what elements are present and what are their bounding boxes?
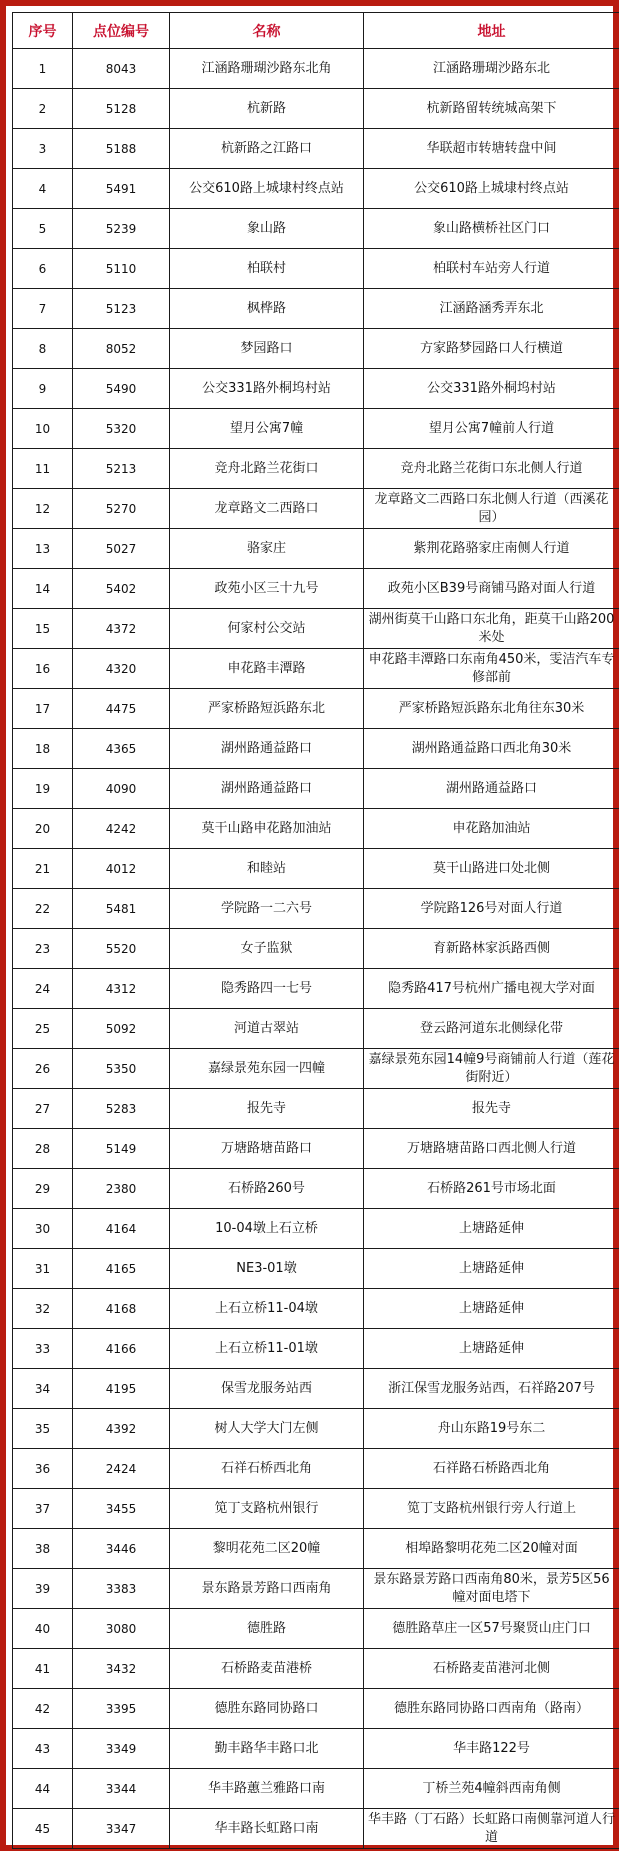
- row-index-cell: 4: [13, 169, 73, 209]
- address-cell: 报先寺: [364, 1089, 619, 1129]
- table-row: [13, 1769, 619, 1809]
- row-index-cell: 13: [13, 529, 73, 569]
- location-name-cell: 上石立桥11-01墩: [170, 1329, 364, 1369]
- location-name-cell: 杭新路之江路口: [170, 129, 364, 169]
- row-index-cell: 31: [13, 1249, 73, 1289]
- point-code-cell: 5239: [73, 209, 170, 249]
- location-name-cell: 柏联村: [170, 249, 364, 289]
- point-code-cell: 3383: [73, 1569, 170, 1609]
- row-index-cell: 17: [13, 689, 73, 729]
- table-row: [13, 649, 619, 689]
- point-code-cell: 3344: [73, 1769, 170, 1809]
- header-name: 名称: [170, 13, 364, 49]
- table-row: [13, 329, 619, 369]
- location-name-cell: 梦园路口: [170, 329, 364, 369]
- point-code-cell: 5283: [73, 1089, 170, 1129]
- table-row: [13, 1529, 619, 1569]
- row-index-cell: 28: [13, 1129, 73, 1169]
- address-cell: 上塘路延伸: [364, 1209, 619, 1249]
- table-row: [13, 1129, 619, 1169]
- address-cell: 景东路景芳路口西南角80米，景芳5区56幢对面电塔下: [364, 1569, 619, 1609]
- location-name-cell: 和睦站: [170, 849, 364, 889]
- table-row: [13, 809, 619, 849]
- address-cell: 石桥路261号市场北面: [364, 1169, 619, 1209]
- table-row: [13, 1209, 619, 1249]
- point-code-cell: 3455: [73, 1489, 170, 1529]
- table-row: [13, 129, 619, 169]
- location-name-cell: 上石立桥11-04墩: [170, 1289, 364, 1329]
- table-row: [13, 409, 619, 449]
- address-cell: 湖州路通益路口西北角30米: [364, 729, 619, 769]
- point-code-cell: 5491: [73, 169, 170, 209]
- address-cell: 华联超市转塘转盘中间: [364, 129, 619, 169]
- location-name-cell: 嘉绿景苑东园一四幢: [170, 1049, 364, 1089]
- row-index-cell: 1: [13, 49, 73, 89]
- point-code-cell: 5481: [73, 889, 170, 929]
- table-row: [13, 209, 619, 249]
- table-row: [13, 849, 619, 889]
- table-row: [13, 889, 619, 929]
- header-code: 点位编号: [73, 13, 170, 49]
- point-code-cell: 5490: [73, 369, 170, 409]
- location-name-cell: 莫干山路申花路加油站: [170, 809, 364, 849]
- row-index-cell: 38: [13, 1529, 73, 1569]
- table-row: [13, 689, 619, 729]
- point-code-cell: 4164: [73, 1209, 170, 1249]
- location-name-cell: 景东路景芳路口西南角: [170, 1569, 364, 1609]
- row-index-cell: 36: [13, 1449, 73, 1489]
- location-name-cell: 保雪龙服务站西: [170, 1369, 364, 1409]
- row-index-cell: 21: [13, 849, 73, 889]
- point-code-cell: 4392: [73, 1409, 170, 1449]
- row-index-cell: 24: [13, 969, 73, 1009]
- address-cell: 嘉绿景苑东园14幢9号商铺前人行道（莲花街附近）: [364, 1049, 619, 1089]
- address-cell: 上塘路延伸: [364, 1249, 619, 1289]
- address-cell: 学院路126号对面人行道: [364, 889, 619, 929]
- location-name-cell: 隐秀路四一七号: [170, 969, 364, 1009]
- point-code-cell: 4242: [73, 809, 170, 849]
- point-code-cell: 5320: [73, 409, 170, 449]
- location-name-cell: 公交331路外桐坞村站: [170, 369, 364, 409]
- row-index-cell: 20: [13, 809, 73, 849]
- row-index-cell: 40: [13, 1609, 73, 1649]
- row-index-cell: 3: [13, 129, 73, 169]
- location-name-cell: 华丰路蕙兰雅路口南: [170, 1769, 364, 1809]
- point-code-cell: 4372: [73, 609, 170, 649]
- point-code-cell: 8052: [73, 329, 170, 369]
- address-cell: 龙章路文二西路口东北侧人行道（西溪花园）: [364, 489, 619, 529]
- row-index-cell: 33: [13, 1329, 73, 1369]
- point-code-cell: 5128: [73, 89, 170, 129]
- point-code-cell: 5402: [73, 569, 170, 609]
- row-index-cell: 6: [13, 249, 73, 289]
- table-row: [13, 1729, 619, 1769]
- location-name-cell: 石桥路260号: [170, 1169, 364, 1209]
- point-code-cell: 4475: [73, 689, 170, 729]
- row-index-cell: 44: [13, 1769, 73, 1809]
- location-name-cell: 杭新路: [170, 89, 364, 129]
- row-index-cell: 26: [13, 1049, 73, 1089]
- point-code-cell: 5027: [73, 529, 170, 569]
- location-name-cell: 望月公寓7幢: [170, 409, 364, 449]
- row-index-cell: 39: [13, 1569, 73, 1609]
- location-name-cell: 树人大学大门左侧: [170, 1409, 364, 1449]
- location-name-cell: 女子监狱: [170, 929, 364, 969]
- table-row: [13, 529, 619, 569]
- location-table: [12, 12, 619, 1849]
- address-cell: 象山路横桥社区门口: [364, 209, 619, 249]
- address-cell: 望月公寓7幢前人行道: [364, 409, 619, 449]
- location-name-cell: NE3-01墩: [170, 1249, 364, 1289]
- point-code-cell: 5110: [73, 249, 170, 289]
- location-name-cell: 严家桥路短浜路东北: [170, 689, 364, 729]
- row-index-cell: 5: [13, 209, 73, 249]
- table-row: [13, 569, 619, 609]
- address-cell: 丁桥兰苑4幢斜西南角侧: [364, 1769, 619, 1809]
- point-code-cell: 3395: [73, 1689, 170, 1729]
- address-cell: 竞舟北路兰花街口东北侧人行道: [364, 449, 619, 489]
- address-cell: 江涵路珊瑚沙路东北: [364, 49, 619, 89]
- location-name-cell: 10-04墩上石立桥: [170, 1209, 364, 1249]
- row-index-cell: 41: [13, 1649, 73, 1689]
- row-index-cell: 11: [13, 449, 73, 489]
- row-index-cell: 30: [13, 1209, 73, 1249]
- location-name-cell: 枫桦路: [170, 289, 364, 329]
- row-index-cell: 27: [13, 1089, 73, 1129]
- point-code-cell: 8043: [73, 49, 170, 89]
- location-name-cell: 学院路一二六号: [170, 889, 364, 929]
- location-name-cell: 华丰路长虹路口南: [170, 1809, 364, 1849]
- table-row: [13, 489, 619, 529]
- point-code-cell: 2380: [73, 1169, 170, 1209]
- point-code-cell: 4012: [73, 849, 170, 889]
- address-cell: 浙江保雪龙服务站西，石祥路207号: [364, 1369, 619, 1409]
- table-row: [13, 1809, 619, 1849]
- row-index-cell: 45: [13, 1809, 73, 1849]
- address-cell: 隐秀路417号杭州广播电视大学对面: [364, 969, 619, 1009]
- row-index-cell: 16: [13, 649, 73, 689]
- location-name-cell: 申花路丰潭路: [170, 649, 364, 689]
- address-cell: 石祥路石桥路西北角: [364, 1449, 619, 1489]
- table-header-row: [13, 13, 619, 49]
- point-code-cell: 3080: [73, 1609, 170, 1649]
- table-row: [13, 769, 619, 809]
- location-name-cell: 公交610路上城埭村终点站: [170, 169, 364, 209]
- header-address: 地址: [364, 13, 619, 49]
- table-row: [13, 49, 619, 89]
- address-cell: 登云路河道东北侧绿化带: [364, 1009, 619, 1049]
- address-cell: 相埠路黎明花苑二区20幢对面: [364, 1529, 619, 1569]
- location-name-cell: 湖州路通益路口: [170, 729, 364, 769]
- location-name-cell: 何家村公交站: [170, 609, 364, 649]
- location-name-cell: 勤丰路华丰路口北: [170, 1729, 364, 1769]
- location-name-cell: 德胜路: [170, 1609, 364, 1649]
- table-row: [13, 289, 619, 329]
- header-index: 序号: [13, 13, 73, 49]
- table-row: [13, 1449, 619, 1489]
- table-row: [13, 369, 619, 409]
- location-name-cell: 石祥石桥西北角: [170, 1449, 364, 1489]
- point-code-cell: 4168: [73, 1289, 170, 1329]
- point-code-cell: 4165: [73, 1249, 170, 1289]
- table-row: [13, 1689, 619, 1729]
- address-cell: 公交331路外桐坞村站: [364, 369, 619, 409]
- point-code-cell: 5092: [73, 1009, 170, 1049]
- location-name-cell: 象山路: [170, 209, 364, 249]
- location-name-cell: 江涵路珊瑚沙路东北角: [170, 49, 364, 89]
- address-cell: 德胜东路同协路口西南角（路南）: [364, 1689, 619, 1729]
- table-row: [13, 1169, 619, 1209]
- location-name-cell: 笕丁支路杭州银行: [170, 1489, 364, 1529]
- address-cell: 上塘路延伸: [364, 1329, 619, 1369]
- row-index-cell: 2: [13, 89, 73, 129]
- point-code-cell: 4320: [73, 649, 170, 689]
- row-index-cell: 15: [13, 609, 73, 649]
- point-code-cell: 3432: [73, 1649, 170, 1689]
- location-name-cell: 石桥路麦苗港桥: [170, 1649, 364, 1689]
- address-cell: 方家路梦园路口人行横道: [364, 329, 619, 369]
- row-index-cell: 8: [13, 329, 73, 369]
- row-index-cell: 42: [13, 1689, 73, 1729]
- table-row: [13, 249, 619, 289]
- row-index-cell: 19: [13, 769, 73, 809]
- table-row: [13, 729, 619, 769]
- location-name-cell: 骆家庄: [170, 529, 364, 569]
- location-name-cell: 政苑小区三十九号: [170, 569, 364, 609]
- location-name-cell: 黎明花苑二区20幢: [170, 1529, 364, 1569]
- location-name-cell: 报先寺: [170, 1089, 364, 1129]
- table-row: [13, 969, 619, 1009]
- row-index-cell: 23: [13, 929, 73, 969]
- point-code-cell: 4195: [73, 1369, 170, 1409]
- row-index-cell: 29: [13, 1169, 73, 1209]
- row-index-cell: 9: [13, 369, 73, 409]
- table-row: [13, 1609, 619, 1649]
- table-row: [13, 1369, 619, 1409]
- address-cell: 华丰路122号: [364, 1729, 619, 1769]
- address-cell: 申花路加油站: [364, 809, 619, 849]
- table-row: [13, 89, 619, 129]
- address-cell: 杭新路留转统城高架下: [364, 89, 619, 129]
- table-row: [13, 1489, 619, 1529]
- table-row: [13, 1049, 619, 1089]
- location-name-cell: 龙章路文二西路口: [170, 489, 364, 529]
- address-cell: 政苑小区B39号商铺马路对面人行道: [364, 569, 619, 609]
- address-cell: 石桥路麦苗港河北侧: [364, 1649, 619, 1689]
- point-code-cell: 3446: [73, 1529, 170, 1569]
- point-code-cell: 4312: [73, 969, 170, 1009]
- address-cell: 紫荆花路骆家庄南侧人行道: [364, 529, 619, 569]
- address-cell: 上塘路延伸: [364, 1289, 619, 1329]
- point-code-cell: 4365: [73, 729, 170, 769]
- table-row: [13, 1329, 619, 1369]
- table-row: [13, 1649, 619, 1689]
- table-row: [13, 1569, 619, 1609]
- row-index-cell: 22: [13, 889, 73, 929]
- row-index-cell: 43: [13, 1729, 73, 1769]
- point-code-cell: 5123: [73, 289, 170, 329]
- row-index-cell: 34: [13, 1369, 73, 1409]
- point-code-cell: 2424: [73, 1449, 170, 1489]
- address-cell: 公交610路上城埭村终点站: [364, 169, 619, 209]
- table-row: [13, 169, 619, 209]
- row-index-cell: 10: [13, 409, 73, 449]
- row-index-cell: 12: [13, 489, 73, 529]
- address-cell: 笕丁支路杭州银行旁人行道上: [364, 1489, 619, 1529]
- row-index-cell: 25: [13, 1009, 73, 1049]
- address-cell: 柏联村车站旁人行道: [364, 249, 619, 289]
- row-index-cell: 37: [13, 1489, 73, 1529]
- address-cell: 湖州路通益路口: [364, 769, 619, 809]
- location-name-cell: 万塘路塘苗路口: [170, 1129, 364, 1169]
- table-row: [13, 929, 619, 969]
- row-index-cell: 32: [13, 1289, 73, 1329]
- address-cell: 华丰路（丁石路）长虹路口南侧靠河道人行道: [364, 1809, 619, 1849]
- point-code-cell: 4166: [73, 1329, 170, 1369]
- table-row: [13, 1409, 619, 1449]
- table-row: [13, 1249, 619, 1289]
- address-cell: 舟山东路19号东二: [364, 1409, 619, 1449]
- point-code-cell: 5213: [73, 449, 170, 489]
- point-code-cell: 5188: [73, 129, 170, 169]
- row-index-cell: 14: [13, 569, 73, 609]
- address-cell: 申花路丰潭路口东南角450米，雯洁汽车专修部前: [364, 649, 619, 689]
- table-row: [13, 449, 619, 489]
- table-body: [13, 49, 619, 1849]
- address-cell: 万塘路塘苗路口西北侧人行道: [364, 1129, 619, 1169]
- row-index-cell: 18: [13, 729, 73, 769]
- point-code-cell: 5350: [73, 1049, 170, 1089]
- location-name-cell: 湖州路通益路口: [170, 769, 364, 809]
- point-code-cell: 3349: [73, 1729, 170, 1769]
- point-code-cell: 5270: [73, 489, 170, 529]
- row-index-cell: 35: [13, 1409, 73, 1449]
- table-row: [13, 1089, 619, 1129]
- address-cell: 湖州街莫干山路口东北角，距莫干山路200米处: [364, 609, 619, 649]
- table-row: [13, 1009, 619, 1049]
- address-cell: 江涵路涵秀弄东北: [364, 289, 619, 329]
- address-cell: 育新路林家浜路西侧: [364, 929, 619, 969]
- address-cell: 莫干山路进口处北侧: [364, 849, 619, 889]
- point-code-cell: 5149: [73, 1129, 170, 1169]
- point-code-cell: 5520: [73, 929, 170, 969]
- table-row: [13, 1289, 619, 1329]
- table-row: [13, 609, 619, 649]
- location-name-cell: 河道古翠站: [170, 1009, 364, 1049]
- address-cell: 德胜路草庄一区57号聚贤山庄门口: [364, 1609, 619, 1649]
- location-name-cell: 德胜东路同协路口: [170, 1689, 364, 1729]
- point-code-cell: 4090: [73, 769, 170, 809]
- row-index-cell: 7: [13, 289, 73, 329]
- address-cell: 严家桥路短浜路东北角往东30米: [364, 689, 619, 729]
- location-name-cell: 竞舟北路兰花街口: [170, 449, 364, 489]
- point-code-cell: 3347: [73, 1809, 170, 1849]
